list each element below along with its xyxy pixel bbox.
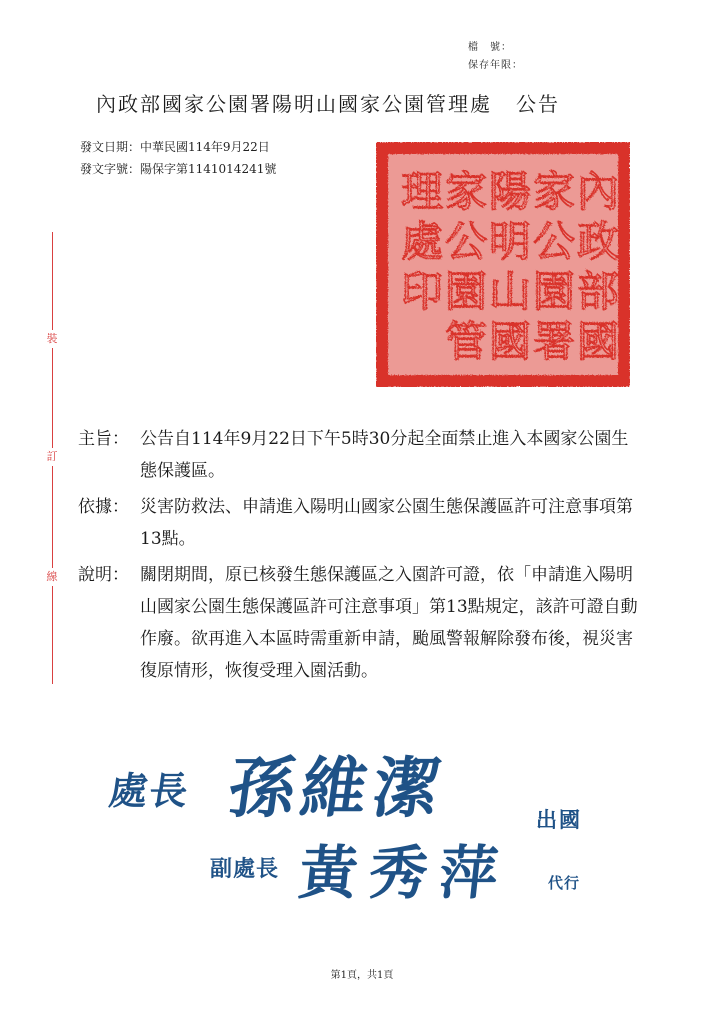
seal-glyph: 陽 bbox=[488, 167, 532, 216]
issue-number: 發文字號：陽保字第1141014241號 bbox=[80, 162, 277, 176]
deputy-title: 副處長 bbox=[210, 856, 280, 882]
seal-glyph: 處 bbox=[400, 217, 444, 266]
seal-glyph: 署 bbox=[532, 317, 576, 366]
subject-label: 主旨： bbox=[78, 429, 129, 449]
basis-section bbox=[78, 491, 638, 555]
seal-glyph: 園 bbox=[532, 267, 576, 316]
chief-signature: 孫維潔 bbox=[223, 749, 451, 827]
seal-glyph: 山 bbox=[488, 267, 532, 316]
explanation-label: 說明： bbox=[78, 565, 129, 585]
document-type: 公告 bbox=[516, 92, 560, 116]
file-number-label: 檔 號： bbox=[468, 42, 512, 53]
official-seal bbox=[376, 142, 630, 387]
retention-period-label: 保存年限： bbox=[468, 60, 523, 71]
seal-glyph: 理 bbox=[400, 167, 444, 216]
binding-char-ding: 訂 bbox=[44, 448, 60, 466]
seal-glyph: 園 bbox=[444, 267, 488, 316]
seal-glyph: 明 bbox=[488, 217, 532, 266]
explanation-text: 關閉期間，原已核發生態保護區之入園許可證，依「申請進入陽明山國家公園生態保護區許可注意事項」第13點規定，該許可證自動作廢。欲再進入本區時需重新申請，颱風警報解除發布後，視災害復原情形，恢復受理入園活動。 bbox=[140, 565, 638, 681]
seal-glyph: 公 bbox=[532, 217, 576, 266]
seal-glyph: 家 bbox=[444, 167, 488, 216]
seal-glyph: 印 bbox=[400, 267, 444, 316]
chief-abroad-note: 出國 bbox=[536, 807, 582, 832]
basis-text: 災害防救法、申請進入陽明山國家公園生態保護區許可注意事項第13點。 bbox=[140, 497, 633, 549]
seal-glyph: 家 bbox=[532, 167, 576, 216]
subject-text: 公告自114年9月22日下午5時30分起全面禁止進入本國家公園生態保護區。 bbox=[140, 429, 629, 481]
seal-glyph: 國 bbox=[576, 317, 620, 366]
page-title bbox=[96, 88, 560, 117]
seal-glyph: 內 bbox=[576, 167, 620, 216]
acting-note: 代行 bbox=[548, 874, 581, 892]
page-indicator: 第1頁，共1頁 bbox=[330, 970, 394, 981]
seal-glyph: 管 bbox=[444, 317, 488, 366]
deputy-signature: 黃秀萍 bbox=[295, 839, 514, 907]
seal-glyph: 政 bbox=[576, 217, 620, 266]
seal-glyph: 國 bbox=[488, 317, 532, 366]
binding-char-zhuang: 裝 bbox=[44, 330, 60, 348]
binding-char-xian: 線 bbox=[44, 568, 60, 586]
chief-title: 處長 bbox=[106, 768, 193, 813]
announcement-body bbox=[78, 423, 638, 687]
subject-section bbox=[78, 423, 638, 487]
agency-name: 內政部國家公園署陽明山國家公園管理處 bbox=[96, 92, 492, 116]
explanation-section bbox=[78, 559, 638, 687]
basis-label: 依據： bbox=[78, 497, 129, 517]
seal-glyph: 部 bbox=[576, 267, 620, 316]
seal-glyph: 公 bbox=[444, 217, 488, 266]
issue-date: 發文日期：中華民國114年9月22日 bbox=[80, 140, 270, 154]
